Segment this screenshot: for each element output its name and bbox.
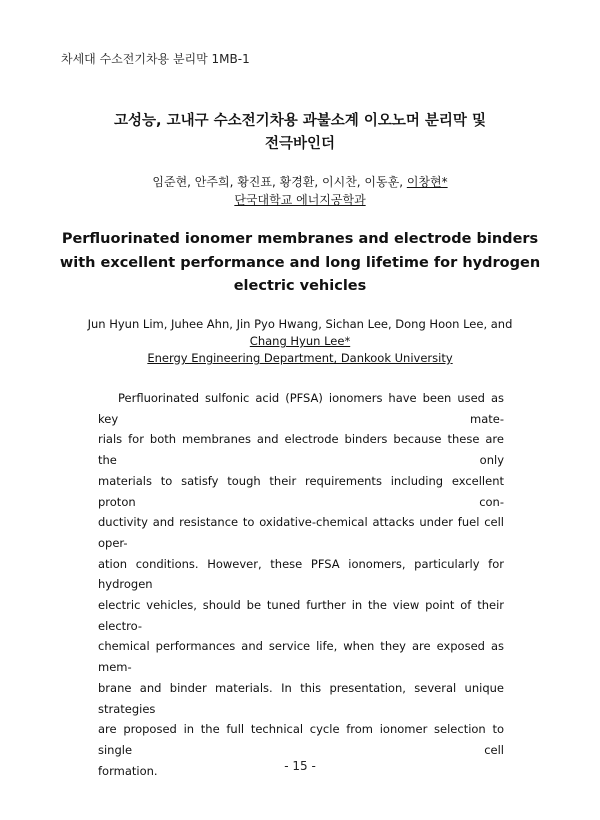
english-corresponding-author: Chang Hyun Lee* — [249, 334, 351, 348]
abstract — [98, 388, 504, 781]
english-affiliation: Energy Engineering Department, Dankook University — [147, 351, 453, 365]
english-title-line: Perfluorinated ionomer membranes and electrode binders — [61, 231, 539, 247]
abstract-line: Perfluorinated sulfonic acid (PFSA) ionomers have been used as key mate- — [98, 391, 504, 426]
english-title — [40, 228, 560, 299]
abstract-line: rials for both membranes and electrode binders because these are the only — [98, 432, 504, 468]
abstract-line: ductivity and resistance to oxidative-chemical attacks under fuel cell oper- — [98, 515, 504, 550]
abstract-line: formation. — [98, 763, 158, 778]
english-corresponding-line — [40, 333, 560, 350]
page-number: - 15 - — [284, 759, 316, 773]
korean-title-line: 전극바인더 — [264, 136, 336, 152]
abstract-line: are proposed in the full technical cycle from ionomer selection to single cell — [98, 722, 504, 757]
english-author-list: Jun Hyun Lim, Juhee Ahn, Jin Pyo Hwang, Sichan Lee, Dong Hoon Lee, and — [87, 317, 513, 331]
korean-affiliation: 단국대학교 에너지공학과 — [234, 193, 366, 207]
english-title-line: electric vehicles — [233, 278, 367, 294]
abstract-line: materials to satisfy tough their requirements including excellent proton con- — [98, 473, 504, 509]
korean-author-list: 임준현, 안주희, 황진표, 황경환, 이시찬, 이동훈, — [152, 175, 407, 189]
english-authors — [40, 316, 560, 350]
abstract-line: chemical performances and service life, when they are exposed as mem- — [98, 639, 504, 675]
korean-title — [60, 110, 540, 156]
korean-corresponding-author: 이창현* — [406, 175, 448, 189]
korean-title-line: 고성능, 고내구 수소전기차용 과불소계 이오노머 분리막 및 — [114, 113, 486, 129]
abstract-line: ation conditions. However, these PFSA ionomers, particularly for hydrogen — [98, 556, 504, 592]
english-title-line: with excellent performance and long lifetime for hydrogen — [59, 254, 541, 271]
abstract-line: brane and binder materials. In this presentation, several unique strategies — [98, 680, 504, 716]
session-header: 차세대 수소전기차용 분리막 1MB-1 — [61, 52, 250, 66]
abstract-line: electric vehicles, should be tuned further in the view point of their electro- — [98, 598, 504, 633]
korean-authors — [60, 173, 540, 191]
